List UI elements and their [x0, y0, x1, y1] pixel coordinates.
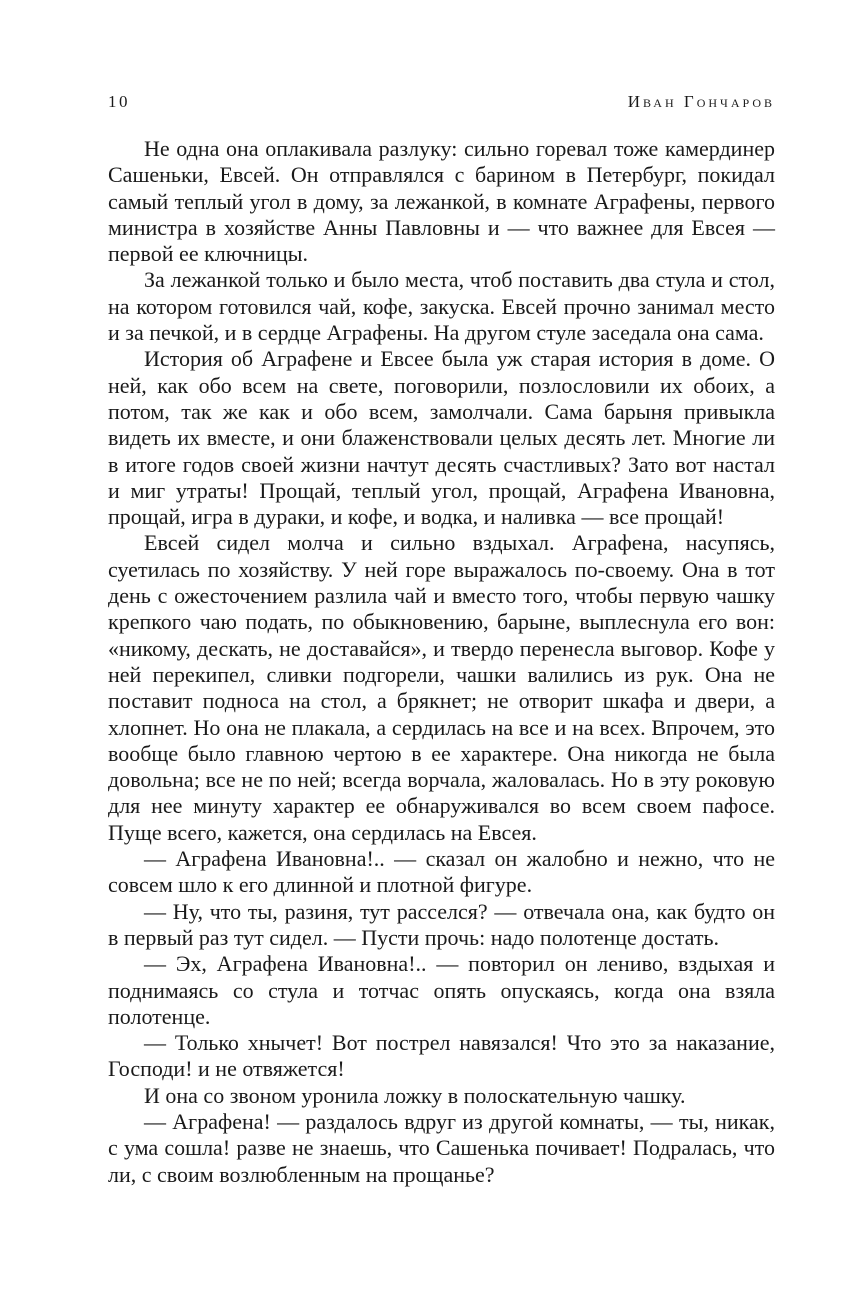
body-text [108, 136, 775, 1188]
dialogue-line: — Аграфена! — раздалось вдруг из другой комнаты, — ты, никак, с ума сошла! разве не знаешь, что Сашенька почивает! Подралась, что ли, с своим возлюбленным на прощанье? [108, 1108, 775, 1187]
paragraph: За лежанкой только и было места, чтоб поставить два стула и стол, на котором готовился чай, кофе, закуска. Евсей прочно занимал место и за печкой, и в сердце Аграфены. На другом стуле заседала она сама. [108, 267, 775, 346]
running-head [108, 92, 775, 118]
paragraph: История об Аграфене и Евсее была уж старая история в доме. О ней, как обо всем на свете, поговорили, позлословили их обоих, а потом, так же как и обо всем, замолчали. Сама барыня привыкла видеть их вместе, и они блаженствовали целых десять лет. Многие ли в итоге годов своей жизни начтут десять счастливых? Зато вот настал и миг утраты! Прощай, теплый угол, прощай, Аграфена Ивановна, прощай, игра в дураки, и кофе, и водка, и наливка — все прощай! [108, 346, 775, 530]
paragraph: Не одна она оплакивала разлуку: сильно горевал тоже камердинер Сашеньки, Евсей. Он отправлялся с барином в Петербург, покидал самый теплый угол в дому, за лежанкой, в комнате Аграфены, первого министра в хозяйстве Анны Павловны и — что важнее для Евсея — первой ее ключницы. [108, 136, 775, 267]
dialogue-line: — Эх, Аграфена Ивановна!.. — повторил он лениво, вздыхая и поднимаясь со стула и тотчас опять опускаясь, когда она взяла полотенце. [108, 951, 775, 1029]
dialogue-line: — Аграфена Ивановна!.. — сказал он жалобно и нежно, что не совсем шло к его длинной и плотной фигуре. [108, 846, 775, 898]
paragraph: Евсей сидел молча и сильно вздыхал. Аграфена, насупясь, суетилась по хозяйству. У ней горе выражалось по-своему. Она в тот день с ожесточением разлила чай и вместо того, чтобы первую чашку крепкого чаю подать, по обыкновению, барыне, выплеснула его вон: «никому, дескать, не доставайся», и твердо перенесла выговор. Кофе у ней перекипел, сливки подгорели, чашки валились из рук. Она не поставит подноса на стол, а брякнет; не отворит шкафа и двери, а хлопнет. Но она не плакала, а сердилась на все и на всех. Впрочем, это вообще было главною чертою в ее характере. Она никогда не была довольна; все не по ней; всегда ворчала, жаловалась. Но в эту роковую для нее минуту характер ее обнаруживался во всем своем пафосе. Пуще всего, кажется, она сердилась на Евсея. [108, 530, 775, 845]
dialogue-line: — Только хнычет! Вот пострел навязался! Что это за наказание, Господи! и не отвяжется! [108, 1030, 775, 1082]
author-name: Иван Гончаров [627, 92, 775, 111]
paragraph: И она со звоном уронила ложку в полоскательную чашку. [144, 1082, 686, 1108]
dialogue-line: — Ну, что ты, разиня, тут расселся? — отвечала она, как будто он в первый раз тут сидел. — Пусти прочь: надо полотенце достать. [108, 898, 775, 950]
page-number: 10 [108, 92, 130, 111]
